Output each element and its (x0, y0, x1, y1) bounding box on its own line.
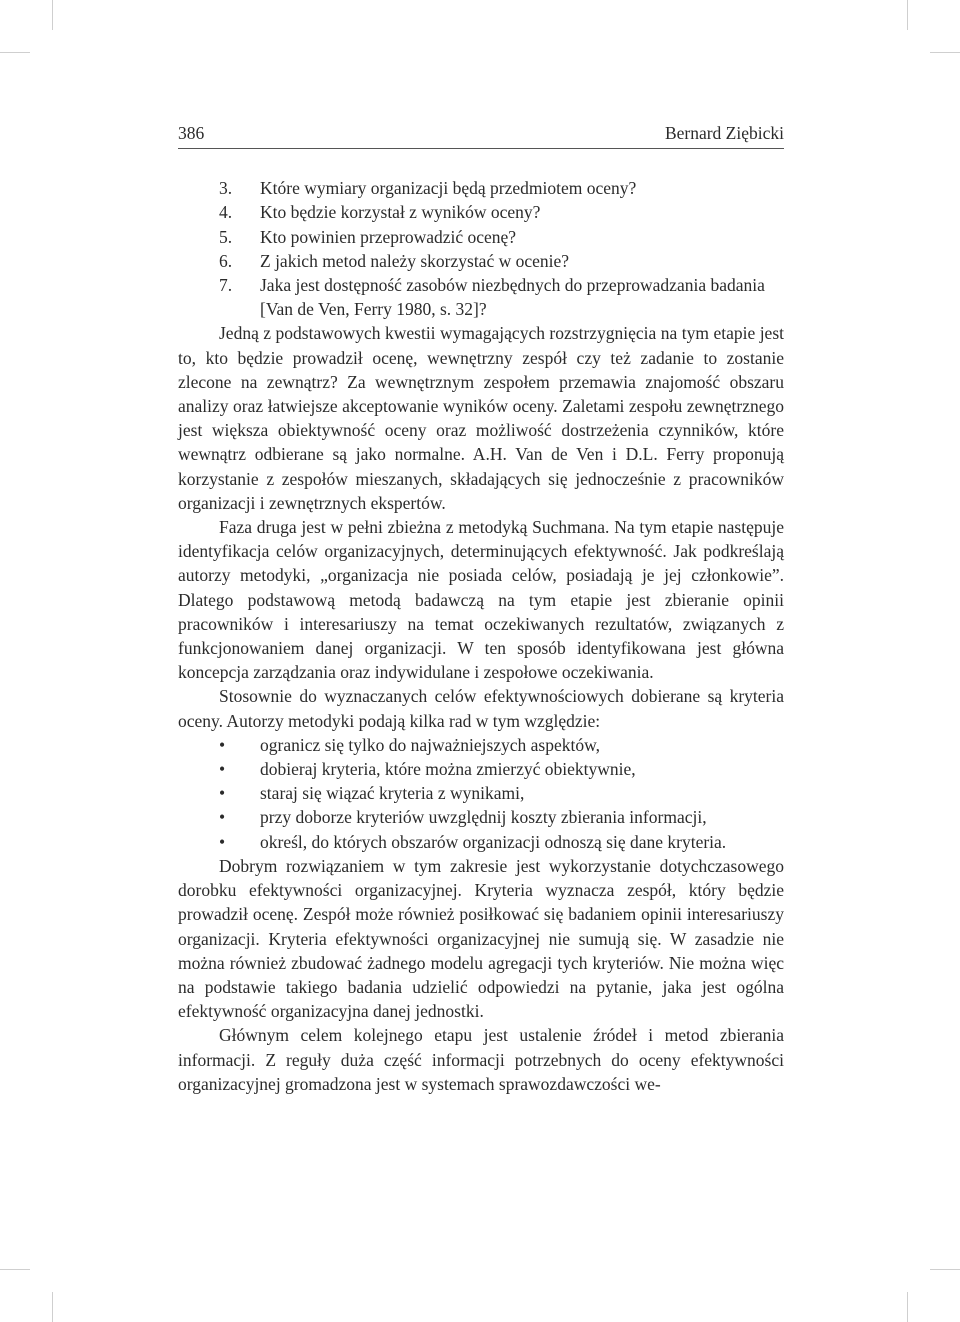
item-text: Z jakich metod należy skorzystać w ocenie? (260, 250, 570, 271)
crop-mark (0, 1269, 30, 1270)
page-number: 386 (178, 123, 205, 143)
item-number: 3. (219, 178, 233, 199)
list-item (178, 249, 784, 273)
item-number: 5. (219, 226, 233, 247)
crop-mark (52, 0, 53, 30)
list-item (178, 830, 784, 854)
bullet-icon: • (219, 783, 226, 804)
bullet-text: określ, do których obszarów organizacji odnoszą się dane kryteria. (260, 831, 727, 852)
crop-mark (930, 52, 960, 53)
bullet-icon: • (219, 734, 226, 755)
list-item (178, 200, 784, 224)
list-item (178, 757, 784, 781)
item-number: 7. (219, 275, 233, 296)
bullet-list (178, 733, 784, 854)
item-number: 4. (219, 202, 233, 223)
list-item (178, 225, 784, 249)
bullet-text: staraj się wiązać kryteria z wynikami, (260, 783, 525, 804)
bullet-text: przy doborze kryteriów uwzględnij koszty zbierania informacji, (260, 807, 707, 828)
paragraph: Dobrym rozwiązaniem w tym zakresie jest wykorzystanie dotychczasowego dorobku efektywności organizacyjnej. Kryteria wyznacza zespół, który będzie prowadził ocenę. Zespół może również posiłkować się badaniem opinii interesariuszy organizacji. Kryteria efektywności organizacyjnej nie sumują się. W zasadzie nie można również zbudować żadnego modelu agregacji tych kryteriów. Nie można więc na podstawie takiego badania udzielić odpowiedzi na pytanie, jaka jest ogólna efektywność organizacyjna danej jednostki. (178, 855, 784, 1022)
crop-mark (930, 1269, 960, 1270)
item-text: Kto będzie korzystał z wyników oceny? (260, 202, 541, 223)
page (178, 121, 784, 1096)
numbered-list (178, 176, 784, 321)
item-text: Jaka jest dostępność zasobów niezbędnych do przeprowadzania badania [Van de Ven, Ferry 1980, s. 32]? (260, 275, 765, 320)
running-header (178, 121, 784, 149)
item-number: 6. (219, 250, 233, 271)
paragraph: Faza druga jest w pełni zbieżna z metodyką Suchmana. Na tym etapie następuje identyfikacja celów organizacyjnych, determinujących efektywność. Jak podkreślają autorzy metodyki, „organizacja nie posiada celów, posiadają je jej członkowie”. Dlatego podstawową metodą badawczą na tym etapie jest zbieranie opinii pracowników i interesariuszy na temat oczekiwanych rezultatów, związanych z funkcjonowaniem danej organizacji. W ten sposób identyfikowana jest główna koncepcja zarządzania oraz indywidulane i zespołowe oczekiwania. (178, 517, 784, 683)
paragraph: Głównym celem kolejnego etapu jest ustalenie źródeł i metod zbierania informacji. Z reguły duża część informacji potrzebnych do oceny efektywności organizacyjnej gromadzona jest w systemach sprawozdawczości we- (178, 1025, 784, 1094)
list-item (178, 176, 784, 200)
list-item (178, 805, 784, 829)
bullet-icon: • (219, 807, 226, 828)
bullet-icon: • (219, 831, 226, 852)
list-item (178, 733, 784, 757)
bullet-text: ogranicz się tylko do najważniejszych aspektów, (260, 734, 601, 755)
bullet-text: dobieraj kryteria, które można zmierzyć obiektywnie, (260, 759, 636, 780)
paragraph: Stosownie do wyznaczanych celów efektywnościowych dobierane są kryteria oceny. Autorzy metodyki podają kilka rad w tym względzie: (178, 686, 784, 731)
list-item (178, 781, 784, 805)
author-name: Bernard Ziębicki (664, 123, 784, 143)
crop-mark (52, 1292, 53, 1322)
item-text: Kto powinien przeprowadzić ocenę? (260, 226, 517, 247)
bullet-icon: • (219, 759, 226, 780)
paragraph: Jedną z podstawowych kwestii wymagających rozstrzygnięcia na tym etapie jest to, kto będzie prowadził ocenę, wewnętrzny zespół czy też zadanie to zostanie zlecone na zewnątrz? Za wewnętrznym zespołem przemawia znajomość obszaru analizy oraz łatwiejsze akceptowanie wyników oceny. Zaletami zespołu zewnętrznego jest większa obiektywność oceny oraz możliwość dostrzeżenia czynników, które wewnątrz odbierane są jako normalne. A.H. Van de Ven i D.L. Ferry proponują korzystanie z zespołów mieszanych, składających się jednocześnie z pracowników organizacji i zewnętrznych ekspertów. (178, 323, 784, 513)
list-item (178, 273, 784, 321)
item-text: Które wymiary organizacji będą przedmiotem oceny? (260, 178, 637, 199)
crop-mark (0, 52, 30, 53)
crop-mark (907, 1292, 908, 1322)
crop-mark (907, 0, 908, 30)
